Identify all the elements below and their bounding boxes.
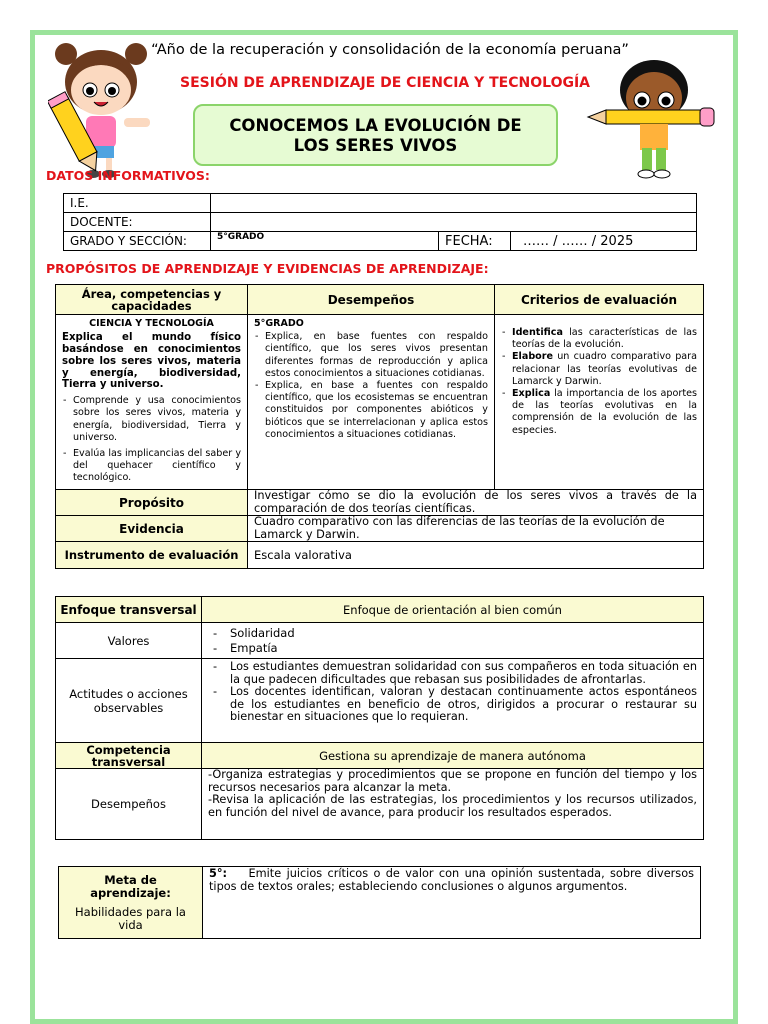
criterio-item	[501, 351, 697, 388]
fecha-value: …… / …… / 2025	[511, 232, 697, 251]
lesson-title-line1: CONOCEMOS LA EVOLUCIÓN DE	[229, 116, 522, 135]
meta-label-cell	[59, 867, 203, 939]
enfoque-value: Enfoque de orientación al bien común	[202, 597, 704, 623]
valor-item: - Solidaridad	[212, 626, 697, 641]
instrumento-value: Escala valorativa	[248, 542, 704, 569]
enfoque-desempenos-label: Desempeños	[56, 769, 202, 840]
valor-item: - Empatía	[212, 641, 697, 656]
meta-table	[58, 866, 701, 939]
criterio-item	[501, 327, 697, 351]
grado-value: 5°GRADO	[211, 232, 439, 251]
girl-with-pencil-illustration	[48, 40, 156, 180]
evidencia-value: Cuadro comparativo con las diferencias de las teorías de la evolución de Lamarck y Darwin.	[248, 516, 704, 542]
enfoque-label: Enfoque transversal	[56, 597, 202, 623]
evidencia-label: Evidencia	[56, 516, 248, 542]
col-criterios: Criterios de evaluación	[495, 285, 704, 315]
meta-grade: 5°:	[209, 867, 228, 880]
desempeno-item: - Explica, en base fuentes con respaldo científico, que los seres vivos presentan diferentes formas de reproducción y aplica estos conocimientos a situaciones cotidianas.	[254, 331, 488, 380]
criterios-cell	[495, 315, 704, 490]
fecha-label: FECHA:	[439, 232, 511, 251]
proposito-label: Propósito	[56, 490, 248, 516]
capacidad-item: - Comprende y usa conocimientos sobre los seres vivos, materia y energía, biodiversidad, Tierra y universo.	[62, 395, 241, 444]
capacidad-item: - Evalúa las implicancias del saber y del quehacer científico y tecnológico.	[62, 448, 241, 485]
desempeno-item: - Explica, en base a fuentes con respaldo científico, que los ecosistemas se encuentran constituidos por componentes abióticos y bióticos que se interrelacionan y aplica estos conocimientos a situaciones cotidianas.	[254, 380, 488, 441]
enfoque-desempenos-cell	[202, 769, 704, 840]
competencia-text: Explica el mundo físico basándose en conocimientos sobre los seres vivos, materia y energía, biodiversidad, Tierra y universo.	[62, 332, 241, 391]
valores-cell	[202, 623, 704, 659]
proposito-value: Investigar cómo se dio la evolución de los seres vivos a través de la comparación de dos teorías científicas.	[248, 490, 704, 516]
criterio-verb: Identifica	[512, 327, 563, 338]
criterio-item	[501, 388, 697, 437]
actitudes-cell	[202, 659, 704, 743]
valores-label: Valores	[56, 623, 202, 659]
criterio-text: la importancia de los aportes de las teorías evolutivas en la comprensión de la evolución de las especies.	[512, 388, 697, 436]
criterio-verb: Explica	[512, 388, 551, 400]
datos-table	[63, 193, 697, 251]
competencia-transversal-value: Gestiona su aprendizaje de manera autónoma	[202, 743, 704, 769]
instrumento-label: Instrumento de evaluación	[56, 542, 248, 569]
lesson-title-line2: LOS SERES VIVOS	[293, 136, 458, 155]
criterio-text: las características de las teorías de la evolución.	[512, 327, 697, 351]
actitudes-label: Actitudes o acciones observables	[56, 659, 202, 743]
desempenos-grado: 5°GRADO	[254, 318, 304, 329]
enfoque-table	[55, 596, 704, 840]
area-cell	[56, 315, 248, 490]
meta-sublabel: Habilidades para la vida	[75, 904, 186, 932]
ie-value	[211, 194, 697, 213]
lesson-title-box	[193, 104, 558, 166]
motto: “Año de la recuperación y consolidación de la economía peruana”	[151, 42, 629, 58]
area-title: CIENCIA Y TECNOLOGÍA	[89, 318, 214, 329]
criterio-text: un cuadro comparativo para relacionar las teorías evolutivas de Lamarck y Darwin.	[512, 351, 697, 387]
actitud-item: - Los docentes identifican, valoran y destacan continuamente actos espontáneos de los estudiantes en beneficio de otros, dirigidos a procurar o restaurar su bienestar en situaciones que lo requieran.	[212, 686, 697, 724]
col-desempenos: Desempeños	[248, 285, 495, 315]
enfoque-desempeno-item: -Revisa la aplicación de las estrategias, los procedimientos y los recursos utilizados, en función del nivel de avance, para producir los resultados esperados.	[208, 793, 697, 819]
competencia-transversal-label: Competencia transversal	[56, 743, 202, 769]
meta-text-cell	[203, 867, 701, 939]
boy-with-pencil-illustration	[586, 52, 722, 182]
actitud-item: - Los estudiantes demuestran solidaridad con sus compañeros en toda situación en la que padecen dificultades que rebasan sus posibilidades de afrontarlas.	[212, 661, 697, 686]
ie-label: I.E.	[64, 194, 211, 213]
enfoque-desempeno-item: -Organiza estrategias y procedimientos que se propone en función del tiempo y los recursos necesarios para alcanzar la meta.	[208, 768, 697, 794]
session-title: SESIÓN DE APRENDIZAJE DE CIENCIA Y TECNOLOGÍA	[180, 75, 590, 91]
docente-label: DOCENTE:	[64, 213, 211, 232]
meta-label: Meta de aprendizaje:	[90, 872, 171, 900]
meta-text: Emite juicios críticos o de valor con una opinión sustentada, sobre diversos tipos de textos orales; estableciendo conclusiones o algunos argumentos.	[209, 867, 694, 893]
datos-heading: DATOS INFORMATIVOS:	[46, 168, 210, 183]
desempenos-cell	[248, 315, 495, 490]
docente-value	[211, 213, 697, 232]
criterio-verb: Elabore	[512, 351, 554, 363]
grado-label: GRADO Y SECCIÓN:	[64, 232, 211, 251]
propositos-heading: PROPÓSITOS DE APRENDIZAJE Y EVIDENCIAS DE APRENDIZAJE:	[46, 261, 489, 276]
col-area: Área, competencias y capacidades	[56, 285, 248, 315]
propositos-table	[55, 284, 704, 569]
